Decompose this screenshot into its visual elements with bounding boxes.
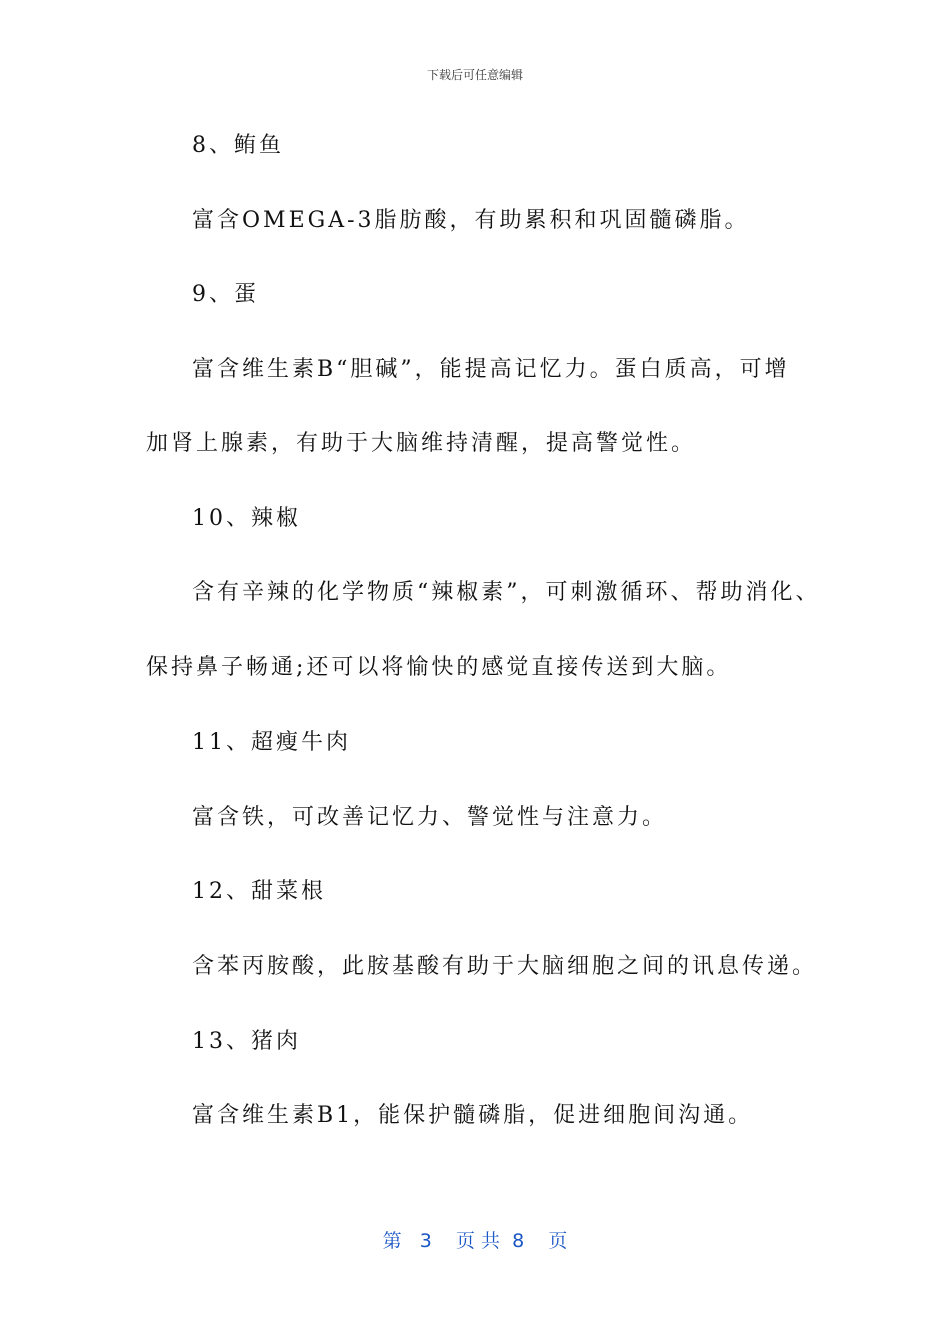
paragraph-tuna: 富含OMEGA-3脂肪酸，有助累积和巩固髓磷脂。 (192, 208, 750, 233)
section-heading-chili: 10、辣椒 (192, 506, 301, 531)
paragraph-chili-line-2: 保持鼻子畅通;还可以将愉快的感觉直接传送到大脑。 (146, 655, 732, 680)
paragraph-pork: 富含维生素B1，能保护髓磷脂，促进细胞间沟通。 (192, 1103, 754, 1128)
paragraph-egg-line-1: 富含维生素B“胆碱”，能提高记忆力。蛋白质高，可增 (192, 357, 790, 382)
section-heading-pork: 13、猪肉 (192, 1029, 301, 1054)
section-heading-beet: 12、甜菜根 (192, 879, 326, 904)
paragraph-beet: 含苯丙胺酸，此胺基酸有助于大脑细胞之间的讯息传递。 (192, 954, 818, 979)
paragraph-beef: 富含铁，可改善记忆力、警觉性与注意力。 (192, 805, 668, 830)
page-header-note: 下载后可任意编辑 (426, 68, 523, 82)
paragraph-egg-line-2: 加肾上腺素，有助于大脑维持清醒，提高警觉性。 (146, 431, 697, 456)
paragraph-chili-line-1: 含有辛辣的化学物质“辣椒素”，可刺激循环、帮助消化、 (192, 580, 821, 605)
footer-suffix: 页 (548, 1230, 568, 1252)
footer-current-page: 3 (419, 1230, 432, 1252)
footer-total-pages: 8 (512, 1230, 525, 1252)
section-heading-egg: 9、蛋 (192, 282, 259, 307)
footer-prefix: 第 (382, 1230, 402, 1252)
footer-middle: 页共 (456, 1230, 507, 1252)
page-footer (0, 1226, 950, 1253)
section-heading-tuna: 8、鲔鱼 (192, 133, 284, 158)
section-heading-beef: 11、超瘦牛肉 (192, 730, 351, 755)
